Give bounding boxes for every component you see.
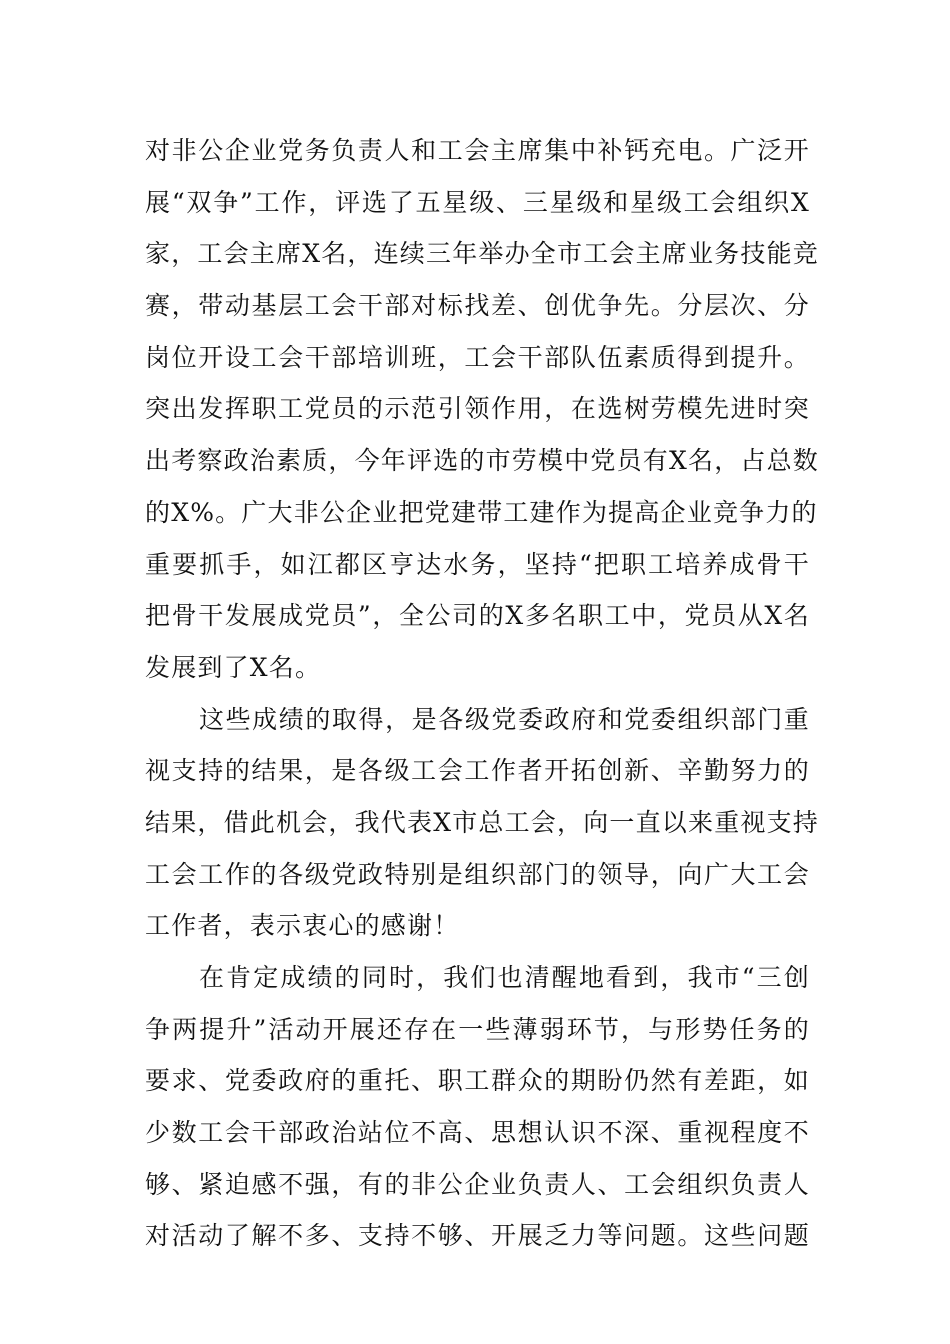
text-line: 争两提升”活动开展还存在一些薄弱环节，与形势任务的 bbox=[145, 1014, 810, 1044]
text-line: 重要抓手，如江都区亨达水务，坚持“把职工培养成骨干 bbox=[145, 549, 810, 579]
text-line: 突出发挥职工党员的示范引领作用，在选树劳模先进时突 bbox=[145, 394, 810, 424]
text-line: 对非公企业党务负责人和工会主席集中补钙充电。广泛开 bbox=[145, 136, 810, 165]
text-line: 把骨干发展成党员”，全公司的X多名职工中，党员从X名 bbox=[145, 601, 810, 631]
paragraph-1 bbox=[145, 125, 820, 694]
paragraph-2 bbox=[145, 694, 820, 952]
text-line: 家，工会主席X名，连续三年举办全市工会主席业务技能竞 bbox=[145, 239, 820, 269]
document-body bbox=[145, 125, 820, 1262]
text-line: 的X%。广大非公企业把党建带工建作为提高企业竞争力的 bbox=[145, 497, 818, 527]
paragraph-3 bbox=[145, 952, 810, 1262]
text-line: 要求、党委政府的重托、职工群众的期盼仍然有差距，如 bbox=[145, 1066, 810, 1096]
text-line: 赛，带动基层工会干部对标找差、创优争先。分层次、分 bbox=[145, 291, 810, 321]
text-line: 在肯定成绩的同时，我们也清醒地看到，我市“三创 bbox=[199, 963, 810, 992]
text-line: 出考察政治素质，今年评选的市劳模中党员有X名，占总数 bbox=[145, 446, 820, 476]
text-line: 结果，借此机会，我代表X市总工会，向一直以来重视支持 bbox=[145, 807, 820, 837]
text-line: 展“双争”工作，评选了五星级、三星级和星级工会组织X bbox=[145, 187, 810, 217]
text-line: 够、紧迫感不强，有的非公企业负责人、工会组织负责人 bbox=[145, 1169, 810, 1199]
text-line: 对活动了解不多、支持不够、开展乏力等问题。这些问题 bbox=[145, 1221, 810, 1251]
text-line: 视支持的结果，是各级工会工作者开拓创新、辛勤努力的 bbox=[145, 756, 810, 786]
text-line: 这些成绩的取得，是各级党委政府和党委组织部门重 bbox=[199, 704, 810, 734]
text-line: 工作者，表示衷心的感谢！ bbox=[145, 911, 460, 941]
text-line: 岗位开设工会干部培训班，工会干部队伍素质得到提升。 bbox=[145, 342, 810, 372]
text-line: 工会工作的各级党政特别是组织部门的领导，向广大工会 bbox=[145, 859, 810, 889]
text-line: 少数工会干部政治站位不高、思想认识不深、重视程度不 bbox=[145, 1118, 810, 1148]
text-line: 发展到了X名。 bbox=[145, 652, 322, 682]
